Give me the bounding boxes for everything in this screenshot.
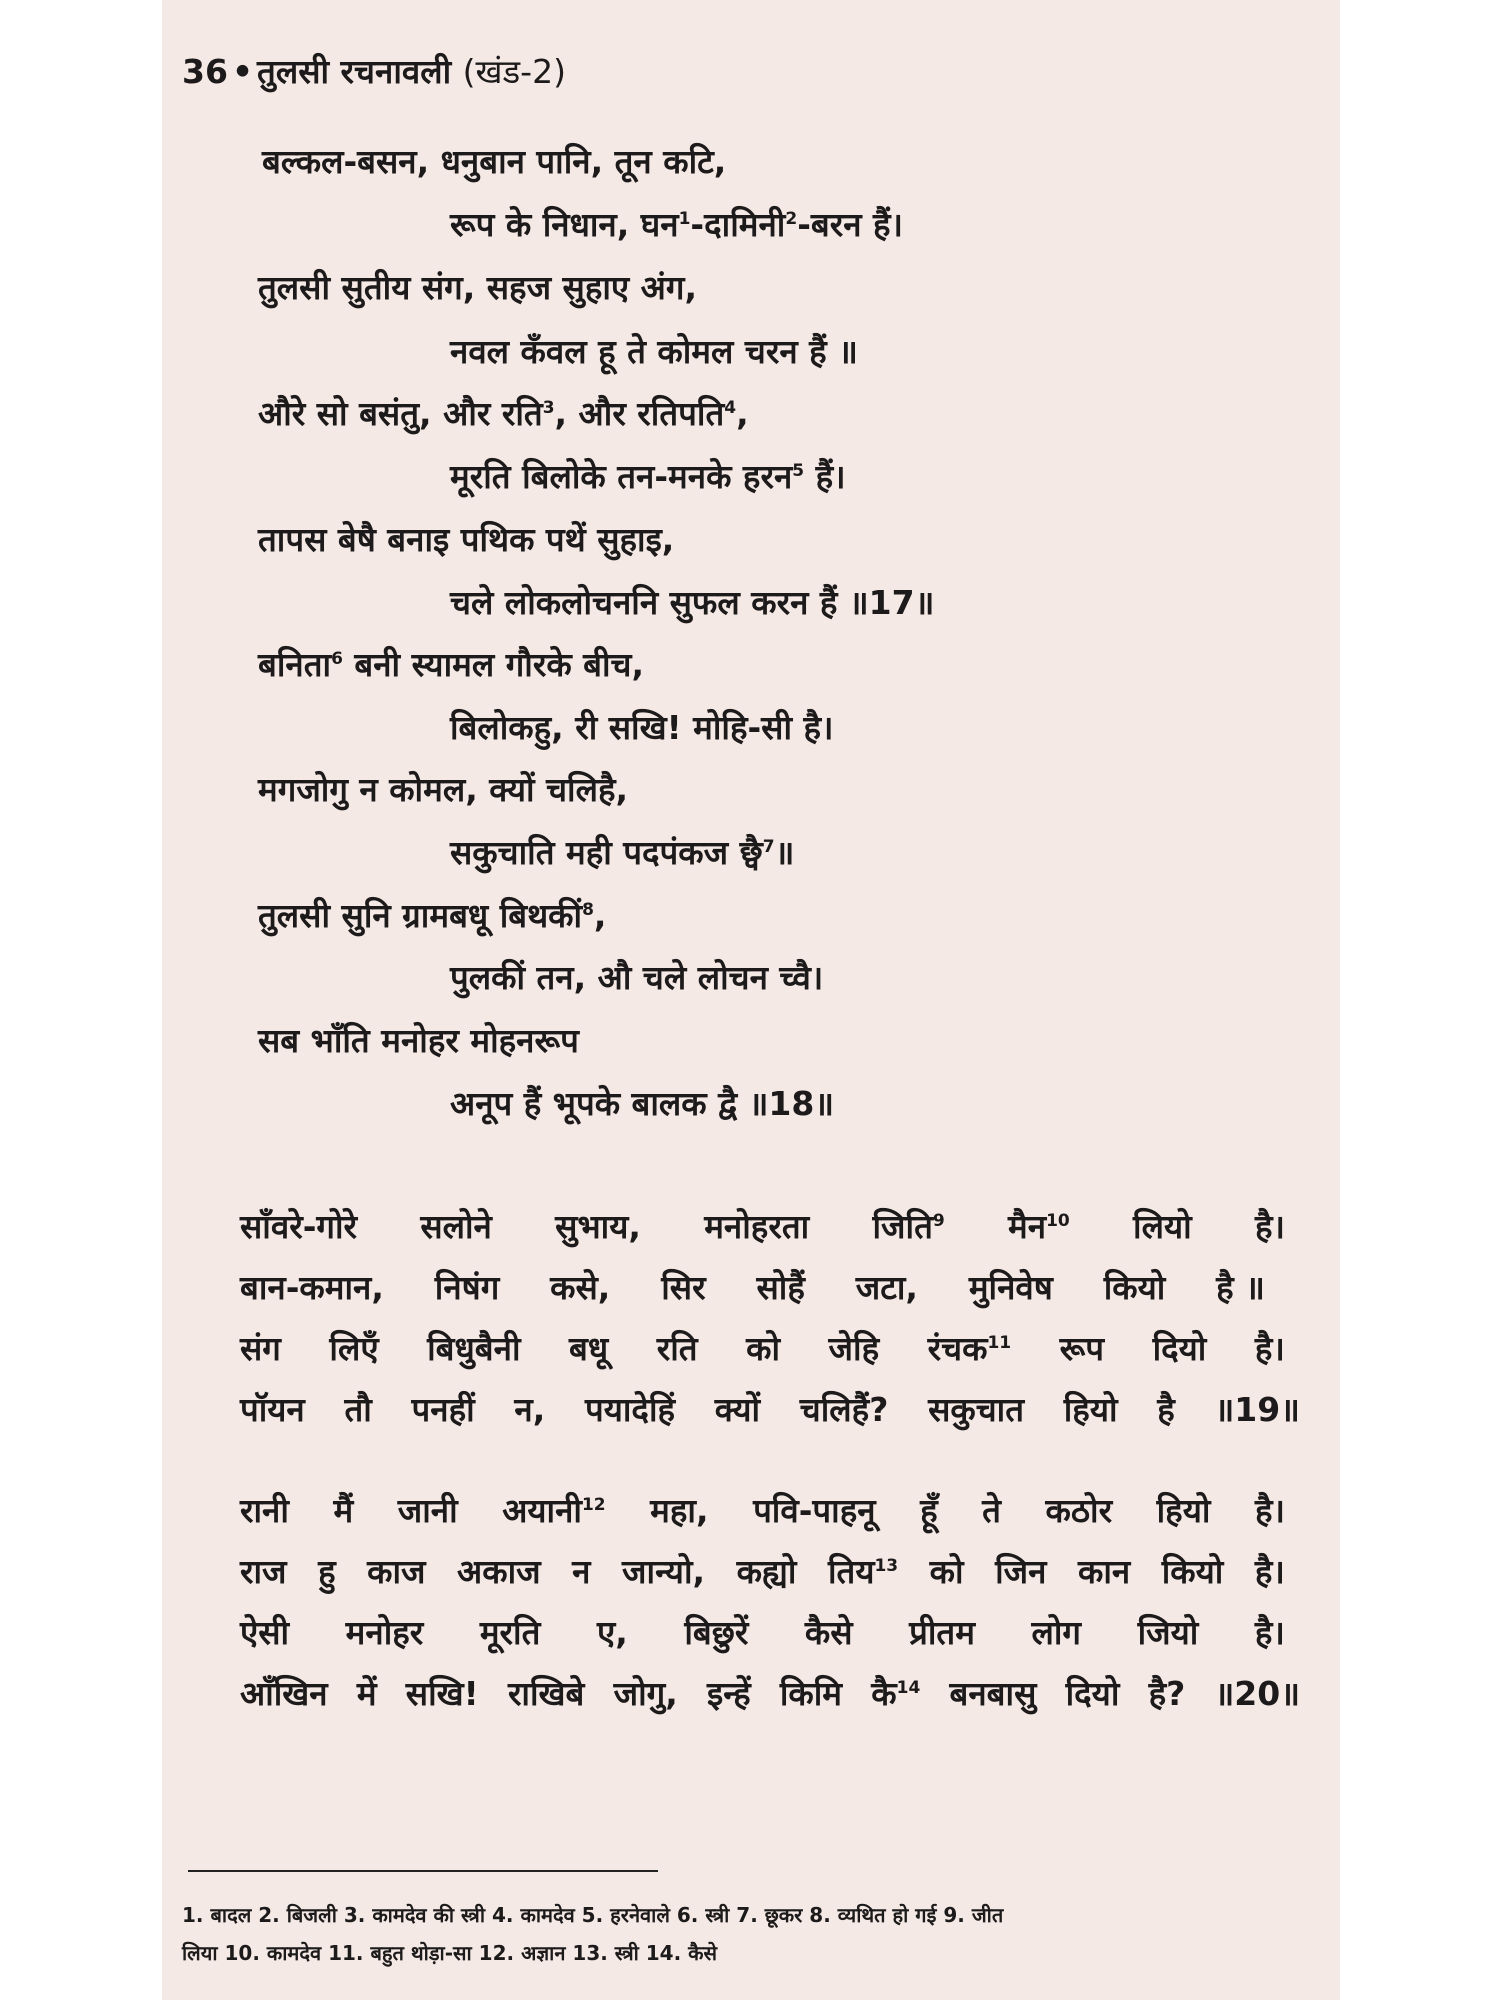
footnote-line: लिया 10. कामदेव 11. बहुत थोड़ा-सा 12. अज्ञान 13. स्त्री 14. कैसे bbox=[182, 1941, 718, 1965]
footnote-divider bbox=[188, 1870, 658, 1872]
verse-line: मूरति बिलोके तन-मनके हरन$^5$ हैं। bbox=[450, 457, 846, 496]
verse-line: साँवरे-गोरे सलोने सुभाय, मनोहरता जिति$^9$ मैन$^{10}$ लियो है। bbox=[240, 1207, 1285, 1246]
book-title: तुलसी रचनावली bbox=[257, 52, 452, 91]
footnote-ref: 6 bbox=[331, 649, 343, 669]
verse-line: आँखिन में सखि! राखिबे जोगु, इन्हें किमि कै$^{14}$ बनबासु दियो है? ॥20॥ bbox=[240, 1674, 1300, 1713]
footnote-ref: 8 bbox=[582, 900, 594, 920]
footnote-ref: 7 bbox=[762, 837, 775, 857]
verse-line: सब भाँति मनोहर मोहनरूप bbox=[258, 1021, 579, 1060]
footnote-ref: 14 bbox=[896, 1678, 921, 1698]
volume-label: (खंड-2) bbox=[462, 52, 566, 91]
verse-line: रूप के निधान, घन$^1$-दामिनी$^2$-बरन हैं। bbox=[450, 205, 904, 244]
footnote-ref: 5 bbox=[792, 461, 805, 481]
footnote-ref: 13 bbox=[874, 1556, 899, 1576]
verse-line: ऐसी मनोहर मूरति ए, बिछुरें कैसे प्रीतम लोग जियो है। bbox=[240, 1613, 1285, 1652]
footnote-ref: 1 bbox=[678, 209, 691, 229]
verse-line: चले लोकलोचननि सुफल करन हैं ॥17॥ bbox=[450, 583, 935, 622]
verse-line: पुलकीं तन, औ चले लोचन च्वै। bbox=[450, 958, 824, 997]
verse-line: बल्कल-बसन, धनुबान पानि, तून कटि, bbox=[262, 142, 727, 181]
footnote-ref: 10 bbox=[1046, 1211, 1070, 1231]
verse-line: राज हु काज अकाज न जान्यो, कह्यो तिय$^{13}$ को जिन कान कियो है। bbox=[240, 1552, 1285, 1591]
verse-line: पॉयन तौ पनहीं न, पयादेहिं क्यों चलिहैं? सकुचात हियो है ॥19॥ bbox=[240, 1390, 1300, 1429]
footnote-ref: 3 bbox=[542, 398, 555, 418]
verse-line: बनिता$^6$ बनी स्यामल गौरके बीच, bbox=[258, 645, 645, 684]
footnote-ref: 12 bbox=[581, 1495, 606, 1515]
header-separator: • bbox=[231, 52, 254, 91]
verse-line: मगजोगु न कोमल, क्यों चलिहै, bbox=[258, 770, 629, 809]
verse-line: अनूप हैं भूपके बालक द्वै ॥18॥ bbox=[450, 1084, 835, 1123]
verse-line: औरे सो बसंतु, और रति$^3$, और रतिपति$^4$, bbox=[258, 394, 749, 433]
verse-line: तुलसी सुतीय संग, सहज सुहाए अंग, bbox=[258, 268, 697, 307]
verse-line: सकुचाति मही पदपंकज छ्वै$^7$॥ bbox=[450, 833, 795, 872]
footnote-line: 1. बादल 2. बिजली 3. कामदेव की स्त्री 4. कामदेव 5. हरनेवाले 6. स्त्री 7. छूकर 8. व्यथित हो गई 9. जीत bbox=[182, 1903, 1004, 1927]
verse-line: बिलोकहु, री सखि! मोहि-सी है। bbox=[450, 708, 834, 747]
verse-line: बान-कमान, निषंग कसे, सिर सोहैं जटा, मुनिवेष कियो है ॥ bbox=[240, 1268, 1265, 1307]
verse-line: नवल कँवल हू ते कोमल चरन हैं ॥ bbox=[450, 332, 858, 371]
page-number: 36 bbox=[182, 52, 228, 91]
verse-line: तापस बेषै बनाइ पथिक पथें सुहाइ, bbox=[258, 520, 675, 559]
footnote-ref: 9 bbox=[932, 1211, 945, 1231]
footnote-ref: 2 bbox=[785, 209, 798, 229]
page-header bbox=[182, 48, 566, 93]
verse-line: संग लिएँ बिधुबैनी बधू रति को जेहि रंचक$^{11}$ रूप दियो है। bbox=[240, 1329, 1285, 1368]
footnote-ref: 11 bbox=[987, 1333, 1012, 1353]
footnote-ref: 4 bbox=[724, 398, 737, 418]
book-page bbox=[162, 0, 1340, 2000]
verse-line: रानी मैं जानी अयानी$^{12}$ महा, पवि-पाहनू हूँ ते कठोर हियो है। bbox=[240, 1491, 1285, 1530]
verse-line: तुलसी सुनि ग्रामबधू बिथकीं$^8$, bbox=[258, 896, 607, 935]
